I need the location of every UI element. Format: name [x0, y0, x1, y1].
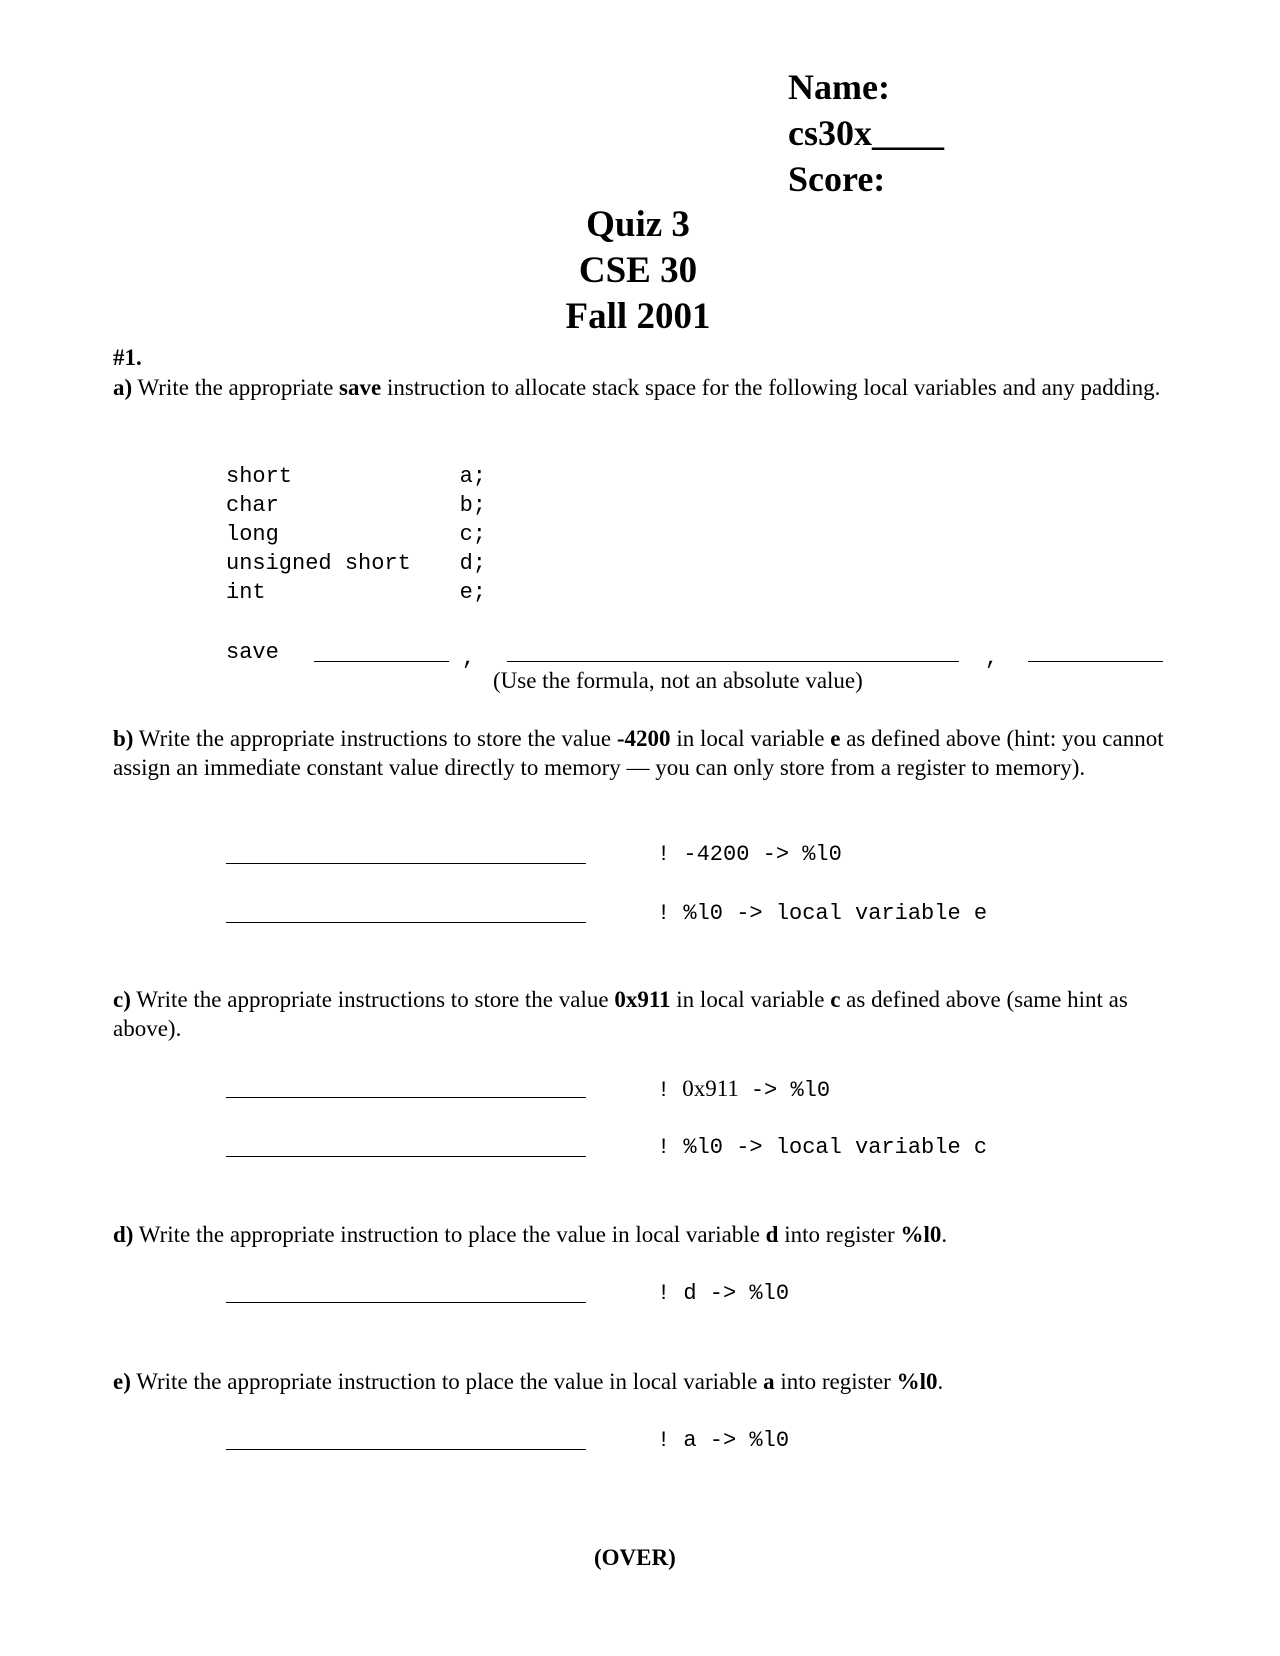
comma: , — [462, 646, 476, 671]
answer-blank[interactable] — [226, 1302, 586, 1303]
part-d-question — [113, 1220, 947, 1249]
quiz-title: Quiz 3 — [586, 204, 690, 245]
comma: , — [985, 646, 999, 671]
part-d-register: %l0 — [900, 1222, 942, 1247]
answer-blank[interactable] — [226, 1156, 586, 1157]
var-type: short — [226, 464, 293, 489]
formula-note: (Use the formula, not an absolute value) — [493, 668, 863, 693]
var-name: e; — [459, 580, 486, 605]
score-label: Score: — [788, 159, 886, 199]
part-b-value: -4200 — [616, 726, 671, 751]
part-c-value: 0x911 — [614, 987, 671, 1012]
part-b-var: e — [830, 726, 841, 751]
answer-blank[interactable] — [226, 1449, 586, 1450]
var-name: b; — [459, 493, 486, 518]
instruction-comment — [657, 1074, 830, 1105]
comment-hex-value: 0x911 — [682, 1076, 739, 1101]
save-instruction-label: save — [226, 640, 279, 665]
name-label: Name: — [788, 67, 890, 107]
part-e-label: e) — [113, 1369, 131, 1394]
part-b-question — [113, 724, 1173, 782]
login-label: cs30x____ — [788, 113, 944, 153]
part-b-label: b) — [113, 726, 134, 751]
save-blank-register[interactable] — [314, 661, 449, 662]
part-c-label: c) — [113, 987, 131, 1012]
var-name: d; — [459, 551, 486, 576]
part-e-text-end: . — [937, 1369, 944, 1394]
problem-number: #1. — [113, 345, 142, 370]
part-e-text-mid: into register — [780, 1369, 891, 1394]
var-name: c; — [459, 522, 486, 547]
answer-blank[interactable] — [226, 1097, 586, 1098]
part-c-question — [113, 985, 1173, 1043]
part-e-text-before: Write the appropriate instruction to place the value in local variable — [136, 1369, 758, 1394]
answer-blank[interactable] — [226, 863, 586, 864]
var-name: a; — [459, 464, 486, 489]
instruction-comment: ! %l0 -> local variable e — [657, 901, 988, 926]
save-blank-dest[interactable] — [1028, 661, 1163, 662]
comment-rest: -> %l0 — [750, 1078, 831, 1103]
save-blank-formula[interactable] — [507, 661, 959, 662]
part-b-text-mid: in local variable — [676, 726, 825, 751]
over-footer: (OVER) — [594, 1545, 676, 1570]
instruction-comment: ! d -> %l0 — [657, 1281, 790, 1306]
part-e-var: a — [763, 1369, 775, 1394]
term-title: Fall 2001 — [565, 296, 711, 337]
part-c-text-after: as defined above (same hint as above). — [113, 987, 1128, 1041]
part-d-text-before: Write the appropriate instruction to place the value in local variable — [138, 1222, 760, 1247]
part-e-question — [113, 1367, 943, 1396]
part-d-label: d) — [113, 1222, 134, 1247]
course-title: CSE 30 — [578, 250, 698, 291]
comment-bang: ! — [657, 1078, 671, 1103]
part-c-text-before: Write the appropriate instructions to store the value — [136, 987, 609, 1012]
answer-blank[interactable] — [226, 922, 586, 923]
part-b-text-before: Write the appropriate instructions to store the value — [138, 726, 612, 751]
save-keyword: save — [339, 375, 382, 400]
var-type: long — [226, 522, 279, 547]
instruction-comment: ! a -> %l0 — [657, 1428, 790, 1453]
part-c-var: c — [830, 987, 841, 1012]
part-a-question — [113, 373, 1173, 402]
var-type: unsigned short — [226, 551, 411, 576]
part-a-text-after: instruction to allocate stack space for the following local variables and any padding. — [386, 375, 1161, 400]
part-e-register: %l0 — [896, 1369, 938, 1394]
part-d-var: d — [765, 1222, 779, 1247]
instruction-comment: ! -4200 -> %l0 — [657, 842, 842, 867]
part-d-text-end: . — [941, 1222, 948, 1247]
var-type: int — [226, 580, 266, 605]
part-a-label: a) — [113, 375, 133, 400]
part-d-text-mid: into register — [784, 1222, 895, 1247]
part-b-text-after: as defined above (hint: you cannot assign an immediate constant value directly to memory — you can only store from a register to memory). — [113, 726, 1164, 780]
part-a-text-before: Write the appropriate — [137, 375, 334, 400]
part-c-text-mid: in local variable — [676, 987, 825, 1012]
var-type: char — [226, 493, 279, 518]
instruction-comment: ! %l0 -> local variable c — [657, 1135, 988, 1160]
